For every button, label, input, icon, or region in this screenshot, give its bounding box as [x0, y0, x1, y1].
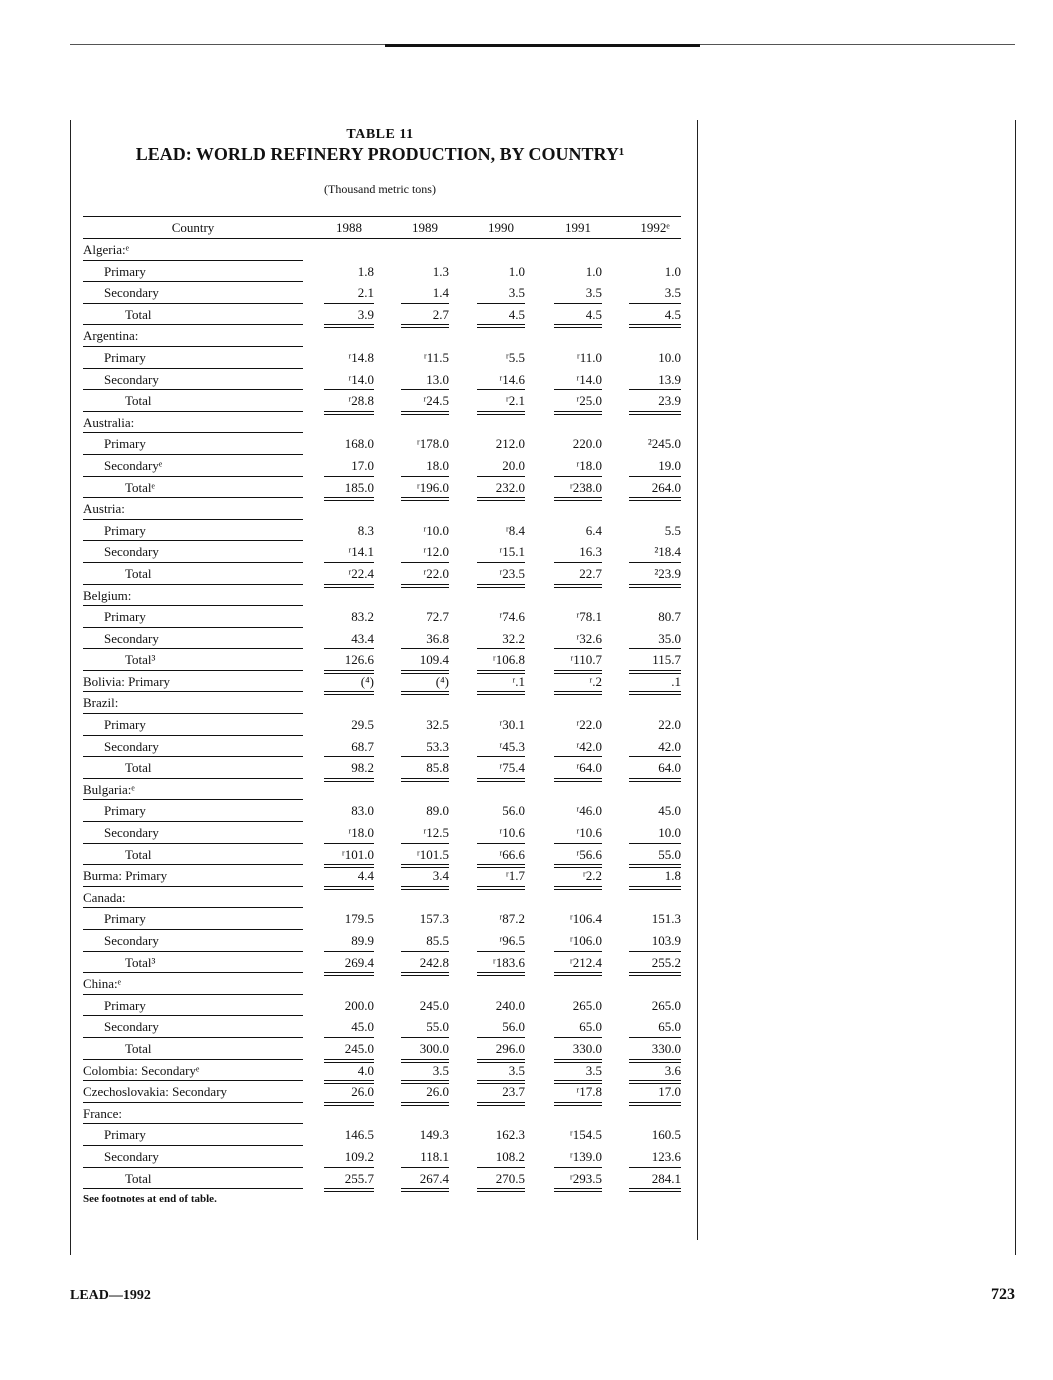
value-cell: 123.6 [651, 1148, 681, 1164]
value-cell: 1.0 [585, 263, 602, 279]
total-double-rule [401, 1191, 449, 1192]
value-cell: ʳ2.1 [505, 393, 525, 409]
value-cell: ʳ15.1 [499, 544, 525, 560]
value-cell: ʳ75.4 [499, 760, 525, 776]
table-row [83, 714, 681, 736]
value-cell: ʳ2.2 [582, 868, 602, 884]
value-cell: ʳ14.8 [348, 349, 374, 365]
table-row [83, 1124, 681, 1146]
table-group-row [83, 887, 681, 909]
value-cell: 1.8 [664, 868, 681, 884]
value-cell: ʳ14.0 [348, 371, 374, 387]
value-cell: 109.2 [344, 1148, 374, 1164]
value-cell: 2.7 [432, 306, 449, 322]
value-cell: ʳ66.6 [499, 846, 525, 862]
value-cell: 1.8 [357, 263, 374, 279]
value-cell: 115.7 [652, 652, 681, 668]
value-cell: 1.0 [508, 263, 525, 279]
value-cell: 3.5 [432, 1062, 449, 1078]
row-label: Total [125, 306, 152, 322]
value-cell: 4.5 [585, 306, 602, 322]
value-cell: 5.5 [664, 522, 681, 538]
right-margin-line [1015, 120, 1016, 1255]
row-label: Primary [104, 436, 146, 452]
value-cell: 269.4 [344, 954, 374, 970]
value-cell: ʳ183.6 [492, 954, 525, 970]
table-row [83, 541, 681, 563]
value-cell: ʳ45.3 [499, 738, 525, 754]
value-cell: ʳ106.4 [569, 911, 602, 927]
value-cell: 220.0 [572, 436, 602, 452]
total-rule [554, 1188, 602, 1189]
value-cell: 4.0 [357, 1062, 374, 1078]
value-cell: 1.4 [432, 285, 449, 301]
value-cell: 270.5 [495, 1170, 525, 1186]
total-rule [401, 1188, 449, 1189]
header-1991: 1991 [565, 220, 591, 235]
row-label: Total [125, 760, 152, 776]
value-cell: 36.8 [426, 630, 449, 646]
value-cell: 330.0 [651, 1040, 681, 1056]
table-total-row [83, 757, 681, 779]
row-label: Primary [104, 997, 146, 1013]
value-cell: 212.0 [495, 436, 525, 452]
row-label: Algeria:ᵉ [83, 242, 129, 257]
value-cell: 245.0 [419, 997, 449, 1013]
table-row [83, 908, 681, 930]
value-cell: ʳ25.0 [576, 393, 602, 409]
table-row [83, 736, 681, 758]
value-cell: 3.5 [664, 285, 681, 301]
value-cell: ʳ78.1 [576, 609, 602, 625]
value-cell: 80.7 [658, 609, 681, 625]
table-total-row [83, 390, 681, 412]
table-row [83, 930, 681, 952]
table-title: LEAD: WORLD REFINERY PRODUCTION, BY COUNTRY¹ [135, 144, 625, 164]
value-cell: 109.4 [419, 652, 449, 668]
value-cell: 56.0 [502, 1019, 525, 1035]
value-cell: 1.3 [432, 263, 449, 279]
row-label: China:ᵉ [83, 976, 121, 992]
table-row [83, 628, 681, 650]
footnote-note: See footnotes at end of table. [83, 1193, 217, 1205]
value-cell: 296.0 [495, 1040, 525, 1056]
value-cell: .1 [671, 673, 681, 689]
table-row [83, 1016, 681, 1038]
table-number: TABLE 11 [346, 127, 414, 142]
value-cell: 42.0 [658, 738, 681, 754]
header-1992: 1992ᵉ [640, 220, 670, 235]
value-cell: ʳ.1 [512, 673, 525, 689]
value-cell: 16.3 [579, 544, 602, 560]
value-cell: 55.0 [426, 1019, 449, 1035]
row-label: Primary [104, 803, 146, 819]
value-cell: 185.0 [344, 479, 374, 495]
value-cell: 3.9 [357, 306, 374, 322]
row-label: Secondary [104, 738, 159, 754]
value-cell: ʳ14.1 [348, 544, 374, 560]
total-rule [629, 1188, 681, 1189]
row-rule [83, 1188, 303, 1189]
value-cell: ʳ10.0 [423, 522, 449, 538]
value-cell: 26.0 [351, 1084, 374, 1100]
value-cell: 265.0 [651, 997, 681, 1013]
header-1989: 1989 [412, 220, 438, 235]
value-cell: ʳ238.0 [569, 479, 602, 495]
table-row [83, 800, 681, 822]
header-1990: 1990 [488, 220, 514, 235]
value-cell: ʳ22.4 [348, 565, 374, 581]
value-cell: ʳ17.8 [576, 1084, 602, 1100]
row-label: Czechoslovakia: Secondary [83, 1084, 228, 1100]
value-cell: ʳ14.0 [576, 371, 602, 387]
table-group-row [83, 692, 681, 714]
total-rule [477, 1188, 525, 1189]
value-cell: ʳ56.6 [576, 846, 602, 862]
running-footer: LEAD—1992 [70, 1288, 151, 1303]
row-label: Primary [104, 349, 146, 365]
value-cell: 103.9 [651, 933, 681, 948]
value-cell: ʳ101.0 [341, 846, 374, 862]
value-cell: ʳ110.7 [570, 652, 602, 668]
table-group-row [83, 585, 681, 607]
value-cell: 264.0 [651, 479, 681, 495]
table-row [83, 1146, 681, 1168]
row-label: Primary [104, 522, 146, 538]
value-cell: 2.1 [357, 285, 374, 301]
value-cell: ʳ106.0 [569, 933, 602, 948]
value-cell: ʳ23.5 [499, 565, 525, 581]
value-cell: ʳ42.0 [576, 738, 602, 754]
value-cell: 10.0 [658, 825, 681, 841]
value-cell: 267.4 [419, 1170, 449, 1186]
value-cell: 22.0 [658, 717, 681, 733]
row-label: Secondary [104, 630, 159, 646]
value-cell: 19.0 [658, 457, 681, 473]
value-cell: ²245.0 [647, 436, 681, 452]
total-double-rule [477, 1191, 525, 1192]
value-cell: 200.0 [344, 997, 374, 1013]
value-cell: 26.0 [426, 1084, 449, 1100]
value-cell: ʳ12.0 [423, 544, 449, 560]
table-row [83, 261, 681, 283]
value-cell: ʳ293.5 [569, 1170, 602, 1186]
value-cell: ʳ106.8 [492, 652, 525, 668]
value-cell: ʳ178.0 [416, 436, 449, 452]
value-cell: 1.0 [664, 263, 681, 279]
table-group-row [83, 865, 681, 887]
value-cell: 85.5 [426, 933, 449, 948]
value-cell: 68.7 [351, 738, 374, 754]
table-group-row [83, 779, 681, 801]
value-cell: 126.6 [344, 652, 374, 668]
value-cell: 3.5 [585, 285, 602, 301]
value-cell: 146.5 [344, 1127, 374, 1143]
value-cell: 245.0 [344, 1040, 374, 1056]
value-cell: ʳ5.5 [505, 349, 525, 365]
value-cell: 284.1 [651, 1170, 681, 1186]
table-group-row [83, 1060, 681, 1082]
header-country: Country [171, 220, 215, 235]
value-cell: ʳ196.0 [416, 479, 449, 495]
row-label: Austria: [83, 501, 125, 517]
value-cell: 168.0 [344, 436, 374, 452]
value-cell: ʳ28.8 [348, 393, 374, 409]
value-cell: 255.2 [651, 954, 681, 970]
value-cell: 3.6 [664, 1062, 681, 1078]
value-cell: 17.0 [351, 457, 374, 473]
header-1988: 1988 [336, 220, 362, 235]
table-total-row [83, 304, 681, 326]
table-total-row [83, 952, 681, 974]
value-cell: 53.3 [426, 738, 449, 754]
value-cell: ʳ96.5 [499, 933, 525, 948]
value-cell: 10.0 [658, 349, 681, 365]
row-label: Total [125, 393, 152, 409]
value-cell: ʳ139.0 [569, 1148, 602, 1164]
value-cell: 179.5 [344, 911, 374, 927]
row-label: Canada: [83, 889, 126, 905]
row-label: Primary [104, 717, 146, 733]
value-cell: ʳ64.0 [576, 760, 602, 776]
table-group-row [83, 973, 681, 995]
value-cell: 160.5 [651, 1127, 681, 1143]
row-label: Belgium: [83, 587, 132, 603]
value-cell: 65.0 [579, 1019, 602, 1035]
table-group-row [83, 412, 681, 434]
top-rule-accent [385, 44, 700, 47]
page-number: 723 [991, 1286, 1015, 1303]
row-label: Australia: [83, 414, 135, 430]
value-cell: ʳ10.6 [576, 825, 602, 841]
value-cell: ʳ22.0 [576, 717, 602, 733]
value-cell: 242.8 [419, 954, 449, 970]
value-cell: 4.4 [357, 868, 374, 884]
table-row [83, 606, 681, 628]
value-cell: ʳ8.4 [505, 522, 525, 538]
value-cell: ʳ14.6 [499, 371, 525, 387]
table-row [83, 369, 681, 391]
table-body [83, 239, 681, 1189]
table-row [83, 822, 681, 844]
value-cell: 35.0 [658, 630, 681, 646]
table-group-row [83, 498, 681, 520]
total-double-rule [629, 1191, 681, 1192]
value-cell: ʳ24.5 [423, 393, 449, 409]
total-double-rule [554, 1191, 602, 1192]
value-cell: 3.4 [432, 868, 449, 884]
table-row [83, 282, 681, 304]
value-cell: 85.8 [426, 760, 449, 776]
row-label: Bulgaria:ᵉ [83, 781, 135, 797]
value-cell: 4.5 [664, 306, 681, 322]
row-label: Burma: Primary [83, 868, 168, 884]
table-total-row [83, 563, 681, 585]
row-label: Secondary [104, 544, 159, 560]
value-cell: 18.0 [426, 457, 449, 473]
value-cell: 17.0 [658, 1084, 681, 1100]
table-units: (Thousand metric tons) [324, 182, 436, 196]
row-label: Secondaryᵉ [104, 457, 163, 473]
value-cell: 22.7 [579, 565, 602, 581]
value-cell: ʳ101.5 [416, 846, 449, 862]
production-table [83, 216, 681, 1189]
value-cell: 265.0 [572, 997, 602, 1013]
value-cell: ʳ46.0 [576, 803, 602, 819]
value-cell: 300.0 [419, 1040, 449, 1056]
row-label: Secondary [104, 933, 159, 948]
value-cell: ʳ1.7 [505, 868, 525, 884]
value-cell: 108.2 [495, 1148, 525, 1164]
value-cell: 20.0 [502, 457, 525, 473]
value-cell: 3.5 [508, 1062, 525, 1078]
table-row [83, 995, 681, 1017]
value-cell: ʳ212.4 [569, 954, 602, 970]
value-cell: 89.0 [426, 803, 449, 819]
value-cell: 43.4 [351, 630, 374, 646]
value-cell: 6.4 [585, 522, 602, 538]
table-group-row [83, 1103, 681, 1125]
value-cell: 65.0 [658, 1019, 681, 1035]
value-cell: 55.0 [658, 846, 681, 862]
value-cell: 64.0 [658, 760, 681, 776]
row-label: Primary [104, 911, 146, 927]
value-cell: ʳ22.0 [423, 565, 449, 581]
value-cell: 45.0 [351, 1019, 374, 1035]
table-total-row [83, 1038, 681, 1060]
table-header-row [83, 216, 681, 239]
row-label: Bolivia: Primary [83, 673, 171, 689]
row-label: Total³ [125, 954, 156, 970]
value-cell: 330.0 [572, 1040, 602, 1056]
row-label: Primary [104, 1127, 146, 1143]
value-cell: 32.5 [426, 717, 449, 733]
value-cell: ʳ30.1 [499, 717, 525, 733]
table-group-row [83, 671, 681, 693]
total-rule [324, 1188, 374, 1189]
value-cell: 83.0 [351, 803, 374, 819]
value-cell: 149.3 [419, 1127, 449, 1143]
value-cell: ʳ.2 [589, 673, 602, 689]
value-cell: 56.0 [502, 803, 525, 819]
row-label: Primary [104, 609, 146, 625]
value-cell: ʳ87.2 [499, 911, 525, 927]
value-cell: ʳ11.5 [423, 349, 449, 365]
row-label: Argentina: [83, 328, 139, 344]
value-cell: ʳ18.0 [576, 457, 602, 473]
table-total-row [83, 477, 681, 499]
value-cell: 232.0 [495, 479, 525, 495]
row-label: Totalᵉ [125, 479, 155, 495]
row-label: Total [125, 846, 152, 862]
value-cell: 151.3 [651, 911, 681, 927]
value-cell: 89.9 [351, 933, 374, 948]
value-cell: 32.2 [502, 630, 525, 646]
value-cell: 29.5 [351, 717, 374, 733]
total-double-rule [324, 1191, 374, 1192]
value-cell: ²18.4 [654, 544, 681, 560]
value-cell: 3.5 [585, 1062, 602, 1078]
value-cell: 23.7 [502, 1084, 525, 1100]
table-row [83, 455, 681, 477]
value-cell: ʳ11.0 [576, 349, 602, 365]
table-row [83, 520, 681, 542]
value-cell: 83.2 [351, 609, 374, 625]
value-cell: (⁴) [360, 673, 374, 689]
table-total-row [83, 844, 681, 866]
value-cell: 162.3 [495, 1127, 525, 1143]
value-cell: ʳ32.6 [576, 630, 602, 646]
value-cell: 8.3 [357, 522, 374, 538]
table-row [83, 347, 681, 369]
row-label: Total [125, 565, 152, 581]
table-group-row [83, 1081, 681, 1103]
value-cell: 3.5 [508, 285, 525, 301]
value-cell: 72.7 [426, 609, 449, 625]
row-label: Colombia: Secondaryᵉ [83, 1062, 200, 1078]
value-cell: 255.7 [344, 1170, 374, 1186]
value-cell: ²23.9 [654, 565, 681, 581]
row-label: Secondary [104, 1019, 159, 1035]
table-row [83, 433, 681, 455]
value-cell: (⁴) [435, 673, 449, 689]
value-cell: 240.0 [495, 997, 525, 1013]
value-cell: 157.3 [419, 911, 449, 927]
row-label: Brazil: [83, 695, 119, 711]
value-cell: 23.9 [658, 393, 681, 409]
row-label: Primary [104, 263, 146, 279]
row-label: Secondary [104, 371, 159, 387]
table-total-row [83, 649, 681, 671]
value-cell: 13.0 [426, 371, 449, 387]
table-group-row [83, 325, 681, 347]
table-total-row [83, 1168, 681, 1190]
left-margin-line [70, 120, 71, 1255]
row-label: France: [83, 1105, 122, 1121]
row-label: Total [125, 1040, 152, 1056]
row-label: Total [125, 1170, 152, 1186]
value-cell: ʳ12.5 [423, 825, 449, 841]
row-label: Secondary [104, 1148, 159, 1164]
value-cell: 45.0 [658, 803, 681, 819]
value-cell: 118.1 [420, 1148, 449, 1164]
value-cell: 98.2 [351, 760, 374, 776]
table-group-row [83, 239, 681, 261]
value-cell: ʳ74.6 [499, 609, 525, 625]
row-label: Secondary [104, 825, 159, 841]
column-divider-line [697, 120, 698, 1240]
value-cell: ʳ10.6 [499, 825, 525, 841]
value-cell: 13.9 [658, 371, 681, 387]
value-cell: 4.5 [508, 306, 525, 322]
value-cell: ʳ18.0 [348, 825, 374, 841]
row-label: Total³ [125, 652, 156, 668]
value-cell: ʳ154.5 [569, 1127, 602, 1143]
row-label: Secondary [104, 285, 159, 301]
